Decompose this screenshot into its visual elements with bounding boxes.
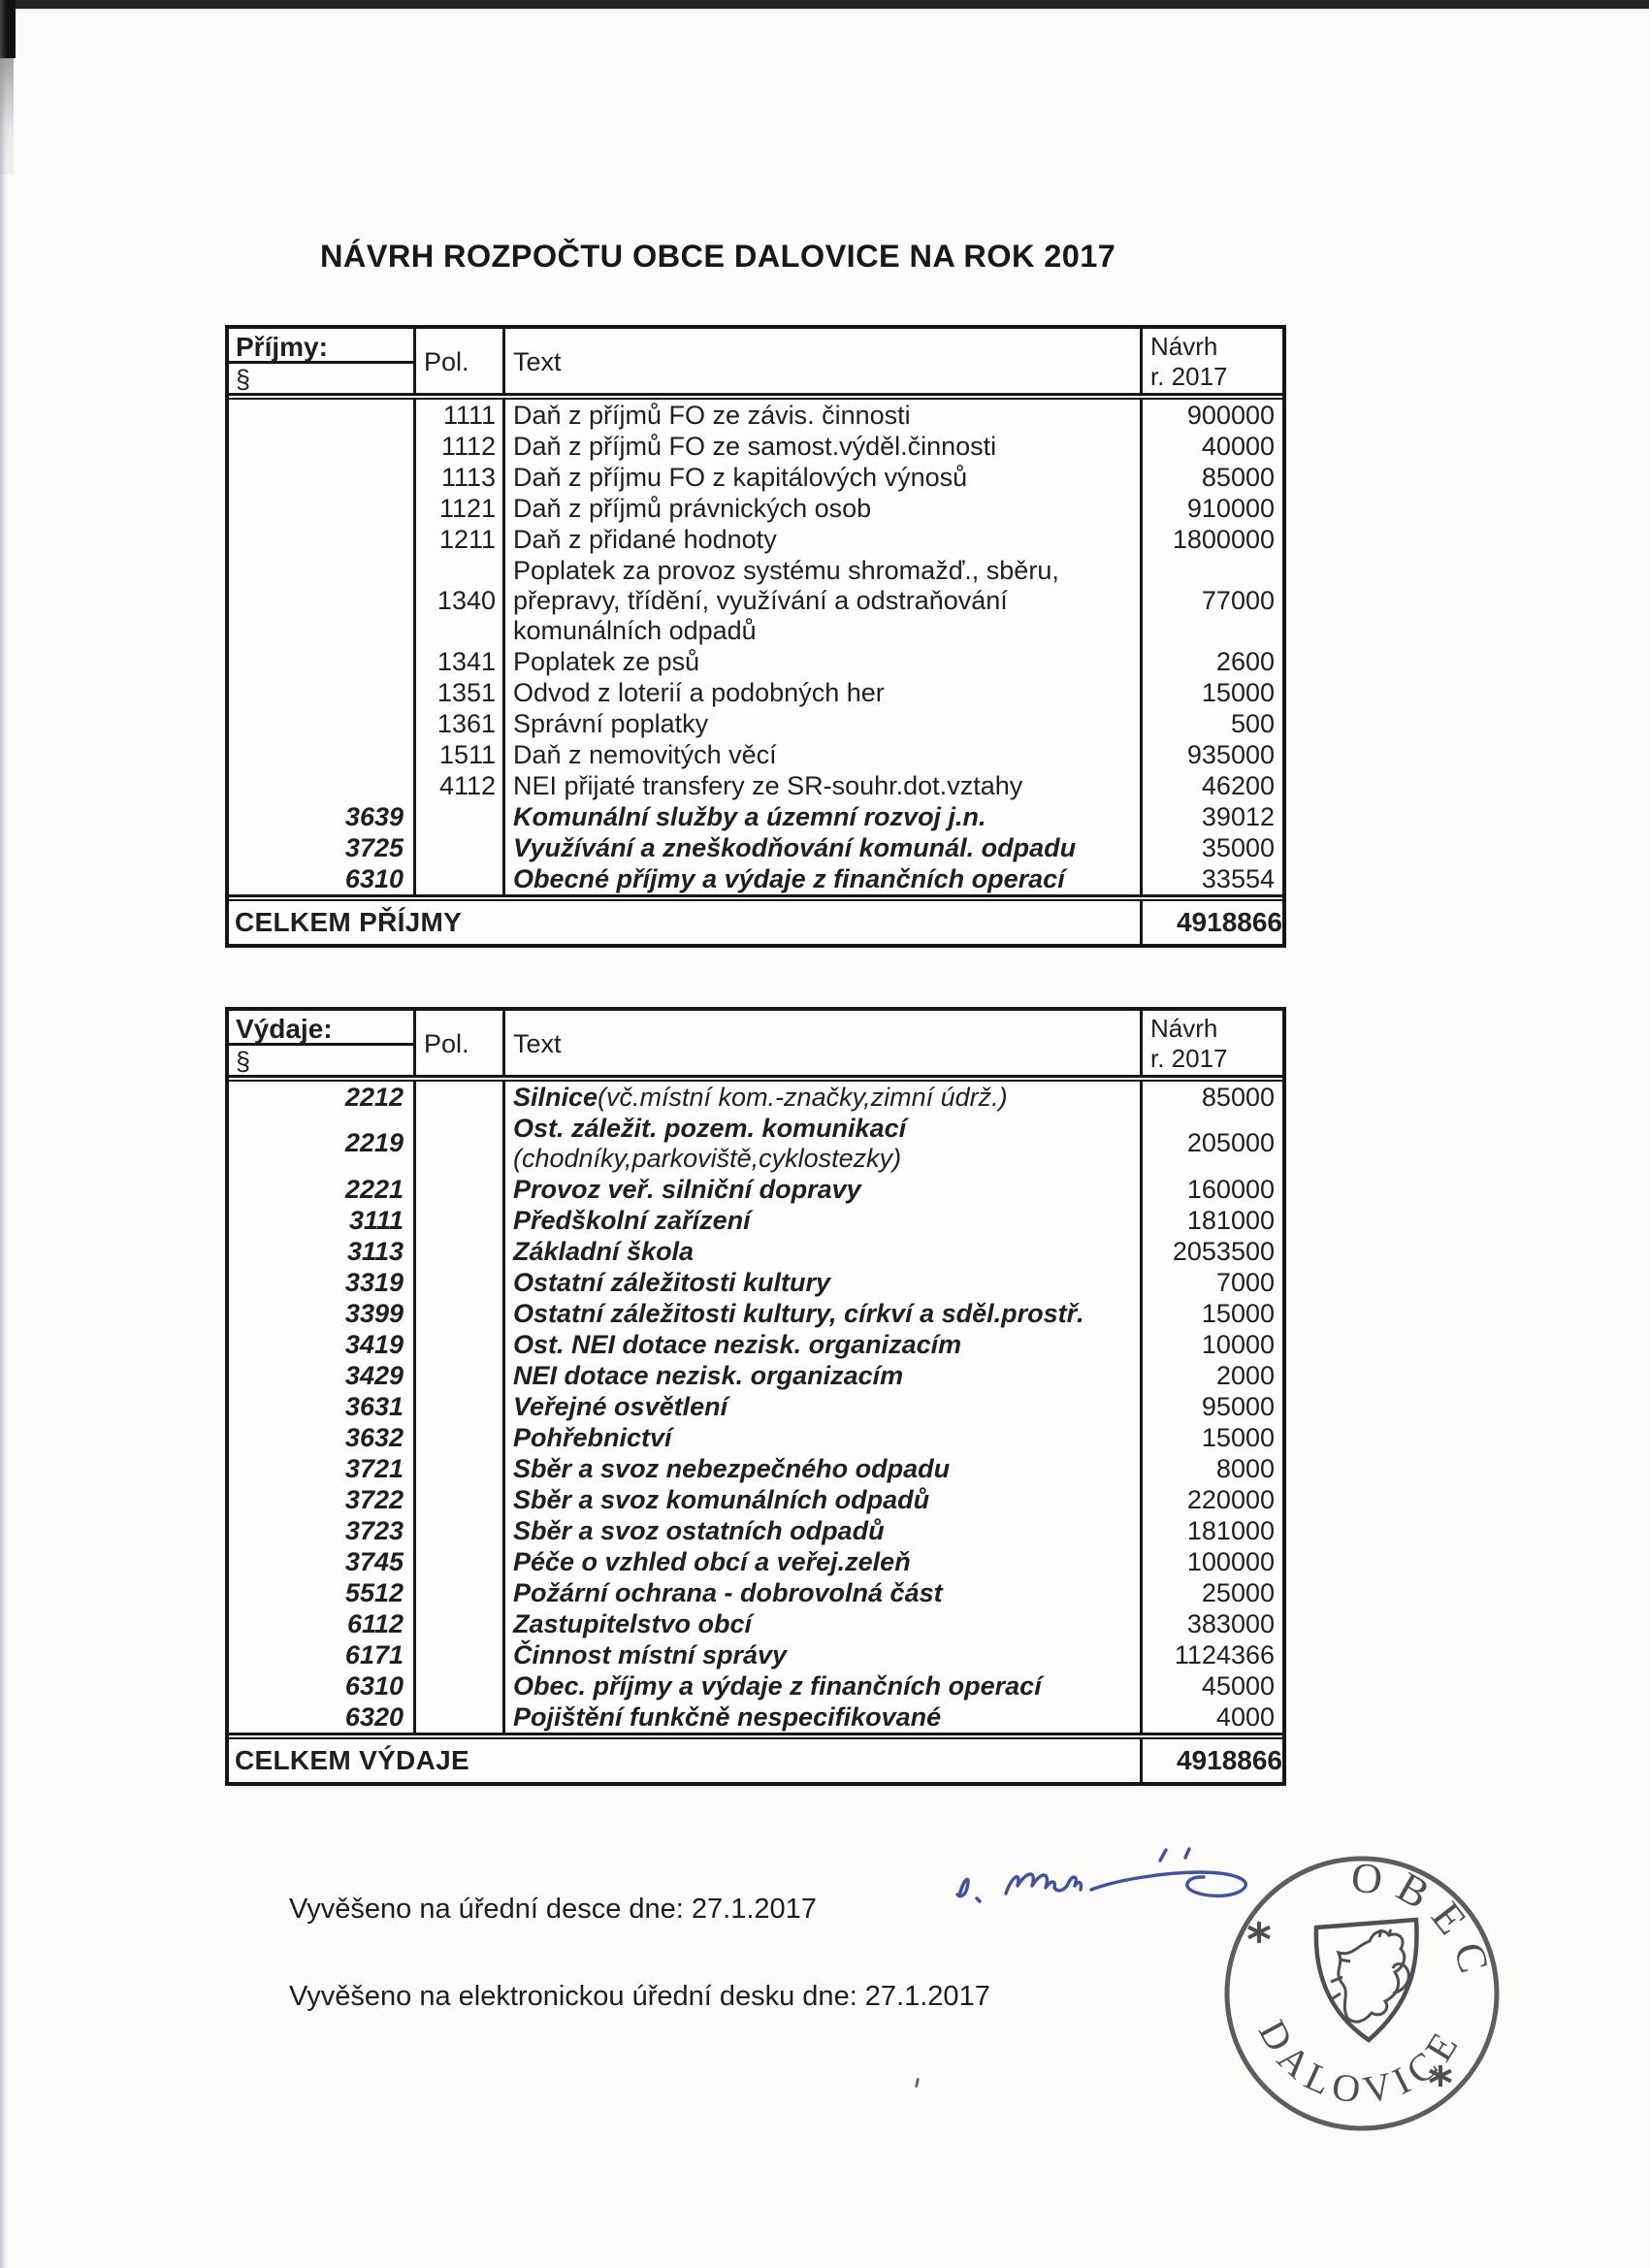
cell-paragraph: 3722 [229,1484,416,1515]
cell-text: Daň z příjmů FO ze závis. činnosti [505,400,1143,431]
cell-pol [416,1113,505,1174]
cell-value: 85000 [1201,1082,1275,1112]
expense-table-row [229,1639,1282,1670]
value-column-header [1143,329,1282,395]
cell-text: Komunální služby a územní rozvoj j.n. [505,801,1143,832]
cell-value: 15000 [1201,1422,1275,1452]
expense-table-row [229,1174,1282,1205]
cell-pol [416,1515,505,1546]
cell-paragraph [229,739,416,770]
cell-pol [416,832,505,863]
cell-paragraph [229,646,416,677]
cell-pol: 1341 [416,646,505,677]
cell-pol: 1340 [416,555,505,646]
cell-text: Provoz veř. silniční dopravy [505,1174,1143,1205]
cell-paragraph: 5512 [229,1577,416,1608]
expense-table-row [229,1205,1282,1236]
cell-paragraph [229,677,416,708]
cell-text: Základní škola [505,1236,1143,1267]
cell-paragraph [229,524,416,555]
cell-paragraph: 2219 [229,1113,416,1174]
cell-value: 39012 [1201,801,1275,831]
income-table-row [229,524,1282,555]
expense-table-row [229,1608,1282,1639]
income-table-row [229,493,1282,524]
cell-pol [416,863,505,894]
cell-value: 25000 [1201,1577,1275,1607]
stamp-top-text: OBEC [1348,1853,1502,1991]
cell-pol [416,1267,505,1298]
expense-table-row [229,1236,1282,1267]
income-total-value: 4918866 [1176,907,1282,937]
income-table-row [229,431,1282,462]
expense-table-row [229,1453,1282,1484]
cell-pol [416,1546,505,1577]
cell-text: Daň z příjmů právnických osob [505,493,1143,524]
cell-paragraph: 3725 [229,832,416,863]
paragraph-column-header: § [236,1047,251,1076]
scan-artifact-top-strip [0,0,1649,9]
cell-paragraph [229,400,416,431]
cell-text: Pohřebnictví [505,1422,1143,1453]
expense-header-section-cell [229,1011,416,1077]
cell-text: Daň z příjmu FO z kapitálových výnosů [505,462,1143,493]
cell-text: Silnice (vč.místní kom.-značky,zimní údrž.) [505,1082,1143,1113]
total-separator-double-line [229,1733,1282,1739]
income-table [225,325,1286,948]
cell-value: 77000 [1201,585,1275,615]
cell-value: 100000 [1186,1546,1275,1576]
expense-table-row [229,1701,1282,1733]
cell-paragraph: 3399 [229,1298,416,1329]
cell-text: Ostatní záležitosti kultury [505,1267,1143,1298]
expense-total-label: CELKEM VÝDAJE [229,1739,1143,1782]
cell-value: 15000 [1201,1298,1275,1328]
income-table-row [229,801,1282,832]
text-column-header: Text [505,1011,1143,1077]
cell-pol [416,1639,505,1670]
cell-pol [416,1391,505,1422]
expense-table-body [229,1082,1282,1733]
cell-pol: 1361 [416,708,505,739]
expense-table-row [229,1113,1282,1174]
cell-value: 900000 [1186,400,1275,430]
cell-pol [416,1360,505,1391]
cell-pol: 1111 [416,400,505,431]
cell-text: NEI přijaté transfery ze SR-souhr.dot.vztahy [505,770,1143,801]
cell-paragraph [229,462,416,493]
income-table-row [229,646,1282,677]
scan-artifact-left-edge [0,0,7,2268]
cell-pol [416,1236,505,1267]
cell-paragraph: 3631 [229,1391,416,1422]
value-header-line1: Návrh [1150,332,1218,361]
cell-paragraph [229,431,416,462]
value-header-line2: r. 2017 [1150,362,1228,391]
cell-pol [416,1453,505,1484]
cell-value: 500 [1230,708,1275,738]
cell-paragraph [229,555,416,646]
income-table-header [229,329,1282,393]
cell-value: 220000 [1186,1484,1275,1514]
cell-text: Sběr a svoz ostatních odpadů [505,1515,1143,1546]
cell-value: 1124366 [1174,1639,1275,1669]
income-table-row [229,462,1282,493]
income-table-row [229,555,1282,646]
cell-value: 15000 [1201,677,1275,707]
value-header-line1: Návrh [1150,1014,1218,1043]
cell-value: 1800000 [1172,524,1275,554]
income-table-row [229,400,1282,431]
expense-table-header [229,1011,1282,1075]
cell-paragraph: 3111 [229,1205,416,1236]
income-header-section-cell [229,329,416,395]
cell-value: 10000 [1201,1329,1275,1359]
income-table-row [229,677,1282,708]
cell-text: Využívání a zneškodňování komunál. odpadu [505,832,1143,863]
cell-value: 4000 [1215,1701,1275,1732]
cell-value: 45000 [1201,1670,1275,1701]
cell-paragraph: 6310 [229,863,416,894]
cell-value: 35000 [1201,832,1275,862]
cell-pol [416,1484,505,1515]
expense-table [225,1007,1286,1786]
cell-pol [416,1174,505,1205]
cell-value: 2600 [1215,646,1275,676]
cell-paragraph: 3632 [229,1422,416,1453]
cell-text: Péče o vzhled obcí a veřej.zeleň [505,1546,1143,1577]
cell-paragraph: 3721 [229,1453,416,1484]
municipal-stamp [1216,1848,1507,2139]
cell-text: Veřejné osvětlení [505,1391,1143,1422]
cell-pol [416,1608,505,1639]
cell-value: 160000 [1186,1174,1275,1204]
cell-value: 181000 [1186,1205,1275,1235]
cell-value: 181000 [1186,1515,1275,1545]
cell-paragraph: 6112 [229,1608,416,1639]
cell-text: Poplatek za provoz systému shromažď., sběru, přepravy, třídění, využívání a odstraňování komunálních odpadů [505,555,1143,646]
cell-value: 85000 [1201,462,1275,492]
income-total-row [229,901,1282,944]
expense-table-row [229,1577,1282,1608]
cell-text: Požární ochrana - dobrovolná část [505,1577,1143,1608]
cell-pol: 1112 [416,431,505,462]
stamp-bottom-text: DALOVICE [1249,2012,1471,2113]
cell-pol [416,1577,505,1608]
expense-table-row [229,1298,1282,1329]
expense-table-row [229,1329,1282,1360]
expense-table-row [229,1515,1282,1546]
pol-column-header: Pol. [416,329,505,395]
income-table-row [229,863,1282,894]
cell-text: Sběr a svoz nebezpečného odpadu [505,1453,1143,1484]
cell-paragraph: 6171 [229,1639,416,1670]
cell-value: 33554 [1201,863,1275,893]
cell-text: Daň z nemovitých věcí [505,739,1143,770]
income-table-row [229,739,1282,770]
cell-pol: 1211 [416,524,505,555]
expense-table-row [229,1360,1282,1391]
value-column-header [1143,1011,1282,1077]
expense-total-value: 4918866 [1176,1745,1282,1775]
cell-pol [416,1422,505,1453]
cell-text: Obec. příjmy a výdaje z finančních operací [505,1670,1143,1701]
electronic-posting-date-line: Vyvěšeno na elektronickou úřední desku dne: 27.1.2017 [289,1981,990,2012]
cell-paragraph: 3113 [229,1236,416,1267]
cell-value: 7000 [1215,1267,1275,1297]
scan-stray-mark [915,2078,920,2088]
document-title: NÁVRH ROZPOČTU OBCE DALOVICE NA ROK 2017 [320,239,1116,274]
cell-paragraph: 3723 [229,1515,416,1546]
cell-paragraph [229,708,416,739]
cell-value: 935000 [1186,739,1275,769]
cell-pol [416,801,505,832]
cell-value: 8000 [1215,1453,1275,1483]
cell-value: 2000 [1215,1360,1275,1390]
cell-text: Poplatek ze psů [505,646,1143,677]
cell-paragraph: 3319 [229,1267,416,1298]
income-table-body [229,400,1282,894]
cell-text: Ost. NEI dotace nezisk. organizacím [505,1329,1143,1360]
cell-pol [416,1329,505,1360]
cell-text: Správní poplatky [505,708,1143,739]
pol-column-header: Pol. [416,1011,505,1077]
cell-text: Ostatní záležitosti kultury, církví a sděl.prostř. [505,1298,1143,1329]
expense-table-row [229,1267,1282,1298]
income-total-label: CELKEM PŘÍJMY [229,901,1143,944]
cell-text: Předškolní zařízení [505,1205,1143,1236]
cell-pol [416,1298,505,1329]
expense-table-row [229,1484,1282,1515]
cell-pol [416,1205,505,1236]
value-header-line2: r. 2017 [1150,1044,1228,1073]
cell-value: 205000 [1186,1128,1275,1157]
cell-paragraph: 3745 [229,1546,416,1577]
cell-pol [416,1670,505,1701]
cell-paragraph: 6310 [229,1670,416,1701]
expense-table-row [229,1670,1282,1701]
cell-pol [416,1082,505,1113]
expense-table-row [229,1546,1282,1577]
cell-text: NEI dotace nezisk. organizacím [505,1360,1143,1391]
cell-paragraph: 3419 [229,1329,416,1360]
cell-value: 910000 [1186,493,1275,523]
cell-value: 383000 [1186,1608,1275,1638]
paragraph-column-header: § [236,365,251,394]
cell-value: 95000 [1201,1391,1275,1421]
cell-paragraph: 6320 [229,1701,416,1733]
cell-text: Daň z příjmů FO ze samost.výděl.činnosti [505,431,1143,462]
cell-pol: 1113 [416,462,505,493]
cell-pol: 1121 [416,493,505,524]
income-table-row [229,832,1282,863]
cell-pol: 1351 [416,677,505,708]
cell-text: Pojištění funkčně nespecifikované [505,1701,1143,1733]
posting-date-line: Vyvěšeno na úřední desce dne: 27.1.2017 [289,1894,817,1925]
cell-text: Obecné příjmy a výdaje z finančních operací [505,863,1143,894]
income-table-row [229,770,1282,801]
total-separator-double-line [229,894,1282,901]
cell-value: 2053500 [1172,1236,1275,1266]
cell-paragraph: 2212 [229,1082,416,1113]
cell-paragraph [229,770,416,801]
cell-value: 46200 [1201,770,1275,800]
stamp-star-icon-left [1248,1922,1270,1943]
expense-section-label: Výdaje: [229,1011,413,1046]
cell-text: Zastupitelstvo obcí [505,1608,1143,1639]
income-table-row [229,708,1282,739]
cell-pol: 1511 [416,739,505,770]
text-column-header: Text [505,329,1143,395]
cell-pol [416,1701,505,1733]
cell-value: 40000 [1201,431,1275,461]
expense-total-row [229,1739,1282,1782]
expense-table-row [229,1422,1282,1453]
cell-paragraph: 3639 [229,801,416,832]
cell-paragraph: 3429 [229,1360,416,1391]
cell-text: Sběr a svoz komunálních odpadů [505,1484,1143,1515]
expense-table-row [229,1391,1282,1422]
cell-text: Činnost místní správy [505,1639,1143,1670]
cell-text: Odvod z loterií a podobných her [505,677,1143,708]
income-section-label: Příjmy: [229,329,413,364]
cell-text: Daň z přidané hodnoty [505,524,1143,555]
cell-paragraph [229,493,416,524]
cell-paragraph: 2221 [229,1174,416,1205]
expense-table-row [229,1082,1282,1113]
cell-text: Ost. záležit. pozem. komunikací (chodníky,parkoviště,cyklostezky) [505,1113,1143,1174]
cell-pol: 4112 [416,770,505,801]
